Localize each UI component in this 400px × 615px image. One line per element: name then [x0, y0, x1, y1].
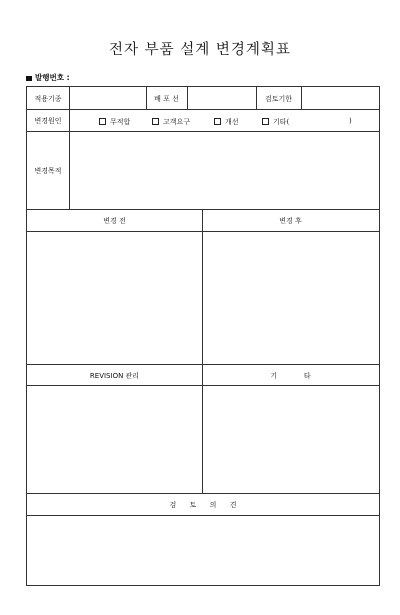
reason-option-other[interactable]: 기타( [262, 117, 289, 127]
etc-label: 기 타 [270, 372, 311, 380]
square-bullet-icon [26, 76, 32, 81]
checkbox-icon[interactable] [99, 118, 106, 125]
change-purpose-label: 변경목적 [34, 167, 62, 175]
reason-option-improvement[interactable]: 개선 [214, 117, 239, 127]
apply-standard-label: 적용기종 [34, 95, 62, 103]
revision-management-label: REVISION 관리 [89, 372, 140, 380]
row-divider [27, 231, 379, 232]
row-divider [27, 515, 379, 516]
before-change-label: 변경 전 [103, 217, 126, 225]
row-divider [27, 364, 379, 365]
row-divider [27, 385, 379, 386]
reason-option-customer-request[interactable]: 고객요구 [152, 117, 190, 127]
checkbox-icon[interactable] [214, 118, 221, 125]
after-change-label: 변경 후 [279, 217, 302, 225]
distribution-label: 배 포 선 [154, 95, 179, 103]
reason-option-nonconformity[interactable]: 무적합 [99, 117, 130, 127]
form-title: 전자 부품 설계 변경계획표 [109, 42, 291, 58]
checkbox-icon[interactable] [262, 118, 269, 125]
checkbox-icon[interactable] [152, 118, 159, 125]
row-divider [27, 209, 379, 210]
row-divider [27, 131, 379, 132]
other-close-paren: ) [349, 117, 352, 125]
row-divider [27, 493, 379, 494]
issue-number-label [26, 72, 70, 83]
change-plan-form [26, 86, 380, 586]
center-divider [202, 209, 203, 493]
row-divider [27, 109, 379, 110]
issue-number-text: 발행번호 : [35, 73, 70, 82]
label-column-divider [69, 87, 70, 209]
cell-divider [301, 87, 302, 109]
review-opinion-label: 검 토 의 견 [169, 501, 237, 509]
review-deadline-label: 검토기한 [264, 95, 293, 103]
change-reason-label: 변경원인 [34, 117, 62, 125]
cell-divider [187, 87, 188, 109]
